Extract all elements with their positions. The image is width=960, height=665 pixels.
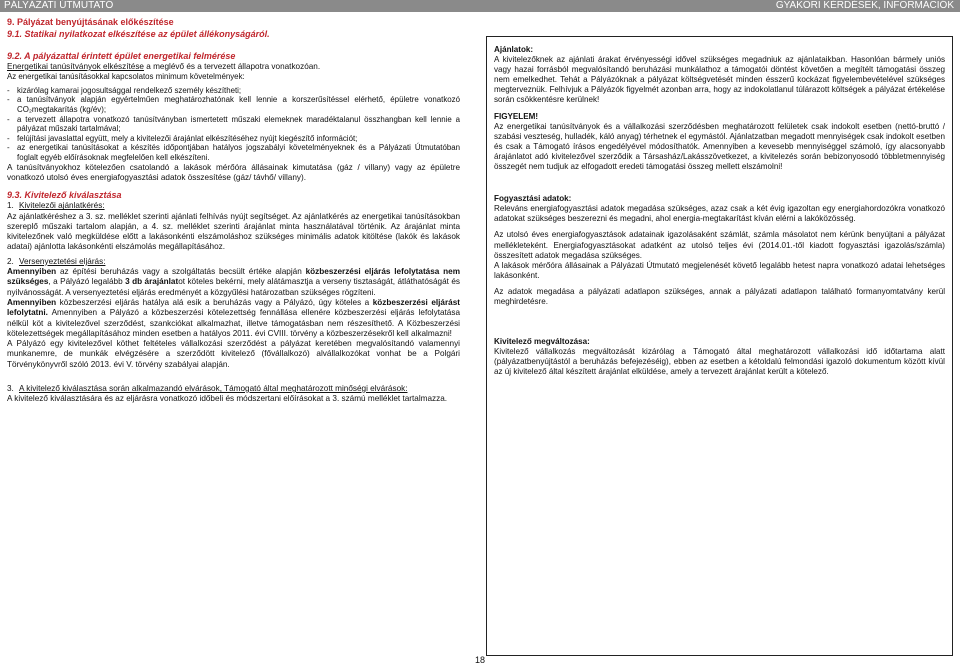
requirement-item: - az energetikai tanúsításokat a készítés időpontjában hatályos jogszabályi követelményeknek és a Pályázati Útmutatóban foglalt egyéb előírásoknak megfelelően kell elkészíteni. <box>7 143 460 162</box>
requirements-intro: Az energetikai tanúsításokkal kapcsolatos minimum követelmények: <box>7 72 245 82</box>
intro-underlined: Energetikai tanúsítványok elkészítése <box>7 62 144 71</box>
intro-paragraph <box>7 62 460 72</box>
page-header <box>0 0 960 12</box>
intro-rest: a meglévő és a tervezett állapotra vonatkozóan. <box>144 62 321 71</box>
requirement-item: - kizárólag kamarai jogosultsággal rendelkező személy készítheti; <box>7 86 460 96</box>
header-right-title: GYAKORI KÉRDÉSEK, INFORMÁCIÓK <box>775 0 954 11</box>
consumption-paragraph-2: Az utolsó éves energiafogyasztások adatainak igazolásaként számlát, számla másolatot nem kérünk benyújtani a pályázat mellékleteként. Energiafogyasztásokat adatként az utolsó teljes évi (2014.01.-től kiadott fogyasztási igazolás/számla) összesített adatok megadása szükséges. <box>494 230 945 260</box>
offers-heading: Ajánlatok: <box>494 45 534 54</box>
step-1-text: Az ajánlatkéréshez a 3. sz. melléklet szerinti ajánlati felhívás nyújt segítséget. Az ajánlatkérés az energetikai tanúsításokban szereplő műszaki tartalom alapján, a 4. sz. melléklet szerinti árajánlat minta használatával történik. Az árajánlat minta kivitelezőnek való megküldése előtt a lakásonkénti elszámoláshoz szükséges minimális adatok kitöltése (lakók és lakások adatai) ajánlotta lakásonkénti elszámolás megállapításához. <box>7 211 460 252</box>
consumption-paragraph-4: Az adatok megadása a pályázati adatlapon szükséges, annak a pályázati adatlapon található formanyomtatvány kerül meghirdetésre. <box>494 286 945 306</box>
section-9-1-heading: 9.1. Statikai nyilatkozat elkészítése az épület állékonyságáról. <box>7 29 270 39</box>
offers-text: A kivitelezőknek az ajánlati árakat érvényességi idővel szükséges megadniuk az ajánlataikban. Hasonlóan bármely uniós vagy hazai forrásból megvalósítandó beruházási munkálathoz a támogatói döntést követően a megítélt támogatási összeg nem emelkedhet. Tehát a Pályázóknak a pályázat költségvetését minden ésszerű kockázat figyelembevételével szükséges megterveznük. Felhívjuk a Pályázók figyelmét azonban arra, hogy az indokolatlanul túlárazott költségek a pályázat értékelése során csökkentésre kerülnek! <box>494 55 945 105</box>
section-9-heading: 9. Pályázat benyújtásának előkészítése <box>7 17 174 27</box>
step-2-title: 2. Versenyeztetési eljárás: <box>7 256 106 266</box>
certificate-attachment-paragraph: A tanúsítványokhoz kötelezően csatolandó a lakások mérőóra állásainak kimutatása (gáz / villany) vagy az épületre vonatkozó utolsó éves energiafogyasztási adatok összesítése (gáz/ távhő/ villany). <box>7 162 460 182</box>
step-3-text: A kivitelező kiválasztására és az eljárásra vonatkozó időbeli és módszertani előírásokat a 3. számú melléklet tartalmazza. <box>7 394 448 404</box>
consumption-heading: Fogyasztási adatok: <box>494 194 572 204</box>
requirement-item: - a tanúsítványok alapján egyértelműen meghatározhatónak kell lennie a korszerűsítéssel elérhető, épületre vonatkozó CO₂megtakarítás (kg/év); <box>7 95 460 114</box>
left-column <box>7 16 460 405</box>
step-2-paragraph-1: Amennyiben az építési beruházás vagy a szolgáltatás becsült értéke alapján közbeszerzési eljárás lefolytatása nem szükséges, a Pályázó legalább 3 db árajánlatot köteles bekérni, mely alátámasztja a verseny tisztaságát, átláthatóságát és nyilvánosságát. A versenyeztetési eljárás eredményét a közgyűlési határozatban szükséges rögzíteni. <box>7 267 460 297</box>
info-box <box>486 36 953 656</box>
section-9-3-heading: 9.3. Kivitelező kiválasztása <box>7 190 122 201</box>
warning-heading: FIGYELEM! <box>494 111 539 121</box>
step-1-title: 1. Kivitelezői ajánlatkérés: <box>7 201 105 211</box>
header-left-title: PÁLYÁZATI ÚTMUTATÓ <box>4 0 114 11</box>
page-number: 18 <box>474 655 485 665</box>
warning-text: Az energetikai tanúsítványok és a vállalkozási szerződésben meghatározott felületek csak indokolt esetben (nettó-bruttó / szabási veszteség, hulladék, káló anyag) térhetnek el egymástól. Ajánlatzatban megadott mennyiségek csak indokolt esetben és csak a Támogató írásos engedélyével módosíthatók. Amennyiben a kevesebb mennyiséggel számoló, így alacsonyabb árajánlatot adó kivitelezővel szerződik a Társasház/Lakásszövetkezet, a kivitelezés során bebizonyosodó többletmennyiség összegét nem tudjuk az elfogadott eredeti támogatási összeg mellett elszámolni! <box>494 121 945 172</box>
requirement-item: - a tervezett állapotra vonatkozó tanúsítványban ismertetett műszaki elemeknek maradéktalanul összhangban kell lennie a pályázat műszaki tartalmával; <box>7 115 460 134</box>
requirements-list <box>7 86 460 163</box>
step-2-paragraph-2: Amennyiben közbeszerzési eljárás hatálya alá esik a beruházás vagy a Pályázó, úgy köteles a közbeszerzési eljárást lefolytatni. Amennyiben a Pályázó a közbeszerzési kötelezettség fennállása ellenére közbeszerzési eljárás lefolytatása nélkül köt a kivitelezővel szerződést, szankciókat alkalmazhat, illetve támogatásban nem részesíthető. A Közbeszerzési kötelezettségek megállapításához minden esetben a hatályos 2011. évi CVIII. törvény a közbeszerzésekről kell alkalmazni! <box>7 297 460 338</box>
step-2-paragraph-3: A Pályázó egy kivitelezővel köthet feltételes vállalkozási szerződést a pályázat keretében megvalósítandó valamennyi munkanemre, de munkák elvégzésére a szerződött kivitelező (fővállalkozó) alvállalkozókat vonhat be a Polgári Törvénykönyvről szóló 2013. évi V. törvény szabályai alapján. <box>7 339 460 369</box>
contractor-change-heading: Kivitelező megváltozása: <box>494 337 590 347</box>
contractor-change-text: Kivitelező vállalkozás megváltozását kizárólag a Támogató által meghatározott vállalkozási idő időtartama alatt (pályázatbenyújtástól a beruházás befejezéséig), ebben az esetben a kétoldalú felmondási igazoló dokumentum között kívül az új kivitelező által készített árajánlat elküldése, amely a tervezett árajánlat került a kötelező. <box>494 347 945 377</box>
consumption-paragraph-3: A lakások mérőóra állásainak a Pályázati Útmutató megjelenését követő legalább hetest napra vonatkozó adatai lehetséges lakásonként. <box>494 260 945 280</box>
consumption-paragraph-1: Releváns energiafogyasztási adatok megadása szükséges, azaz csak a két évig igazoltan egy energiahordozókra vonatkozó adatokat szükséges beszerezni és megadni, ahol energia-megtakarítást kíván elérni a lakóközösség. <box>494 204 945 224</box>
section-9-2-heading: 9.2. A pályázattal érintett épület energetikai felmérése <box>7 51 236 61</box>
requirement-item: - felújítási javaslattal együtt, mely a kivitelezői árajánlat elkészítéséhez nyújt kiegészítő információt; <box>7 134 460 144</box>
step-3-title: 3. A kivitelező kiválasztása során alkalmazandó elvárások, Támogató által meghatározott minőségi elvárások: <box>7 383 408 393</box>
